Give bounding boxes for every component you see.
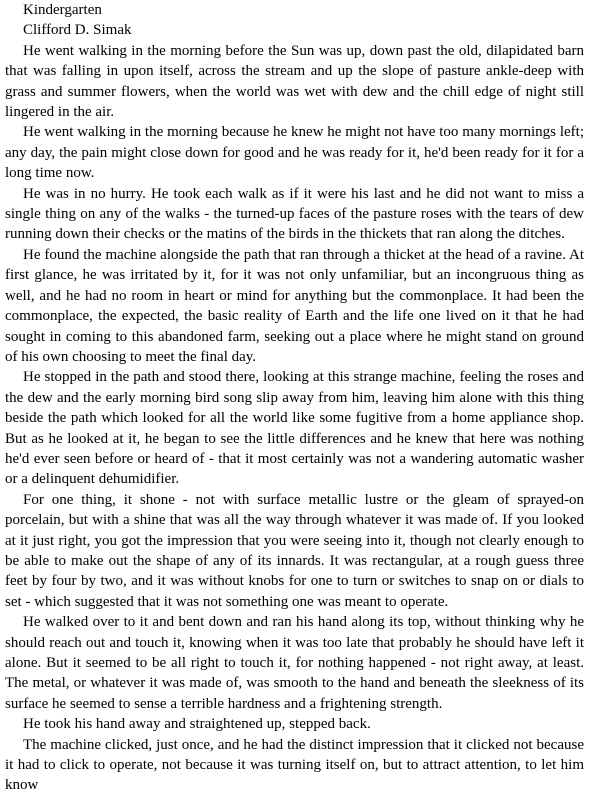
paragraph-9: The machine clicked, just once, and he had the distinct impression that it clicked not because it had to click to operate, not because it was turning itself on, but to attract attention, to let him know: [5, 736, 584, 794]
paragraph-1: He went walking in the morning before the Sun was up, down past the old, dilapidated barn that was falling in upon itself, across the stream and up the slope of pasture ankle-deep with grass and summer flowers, when the world was wet with dew and the chill edge of night still lingered in the air.: [5, 42, 584, 121]
paragraph-8: He took his hand away and straightened up, stepped back.: [23, 716, 371, 733]
story-title: Kindergarten: [23, 2, 102, 18]
paragraph-4: He found the machine alongside the path that ran through a thicket at the head of a ravine. At first glance, he was irritated by it, for it was not only unfamiliar, but an incongruous thing as well, and he had no room in heart or mind for anything but the commonplace. It had been the commonplace, the expected, the basic reality of Earth and the life one lived on it that he had sought in coming to this abandoned farm, seeking out a place where he might stand on ground of his own choosing to meet the final day.: [5, 246, 584, 365]
paragraph-5: He stopped in the path and stood there, looking at this strange machine, feeling the roses and the dew and the early morning bird song slip away from him, leaving him alone with this thing beside the path which looked for all the world like some fugitive from a home appliance shop. But as he looked at it, he began to see the little differences and he knew that here was nothing he'd ever seen before or heard of - that it most certainly was not a wandering automatic washer or a delinquent dehumidifier.: [5, 369, 584, 488]
paragraph-7: He walked over to it and bent down and ran his hand along its top, without thinking why he should reach out and touch it, knowing when it was too late that probably he should have left it alone. But it seemed to be all right to touch it, for nothing happened - not right away, at least. The metal, or whatever it was made of, was smooth to the hand and beneath the sleekness of its surface he seemed to sense a terrible hardness and a frightening strength.: [5, 614, 584, 712]
paragraph-3: He was in no hurry. He took each walk as if it were his last and he did not want to miss a single thing on any of the walks - the turned-up faces of the pasture roses with the tears of dew running down their checks or the matins of the birds in the thickets that ran along the ditches.: [5, 185, 584, 243]
paragraph-2: He went walking in the morning because he knew he might not have too many mornings left; any day, the pain might close down for good and he was ready for it, he'd been ready for it for a long time now.: [5, 124, 584, 182]
paragraph-6: For one thing, it shone - not with surface metallic lustre or the gleam of sprayed-on porcelain, but with a shine that was all the way through whatever it was made of. If you looked at it just right, you got the impression that you were seeing into it, though not clearly enough to be able to make out the shape of any of its innards. It was rectangular, at a rough guess three feet by four by two, and it was without knobs for one to turn or switches to snap on or dials to set - which suggested that it was not something one was meant to operate.: [5, 491, 584, 610]
story-author: Clifford D. Simak: [23, 22, 132, 39]
